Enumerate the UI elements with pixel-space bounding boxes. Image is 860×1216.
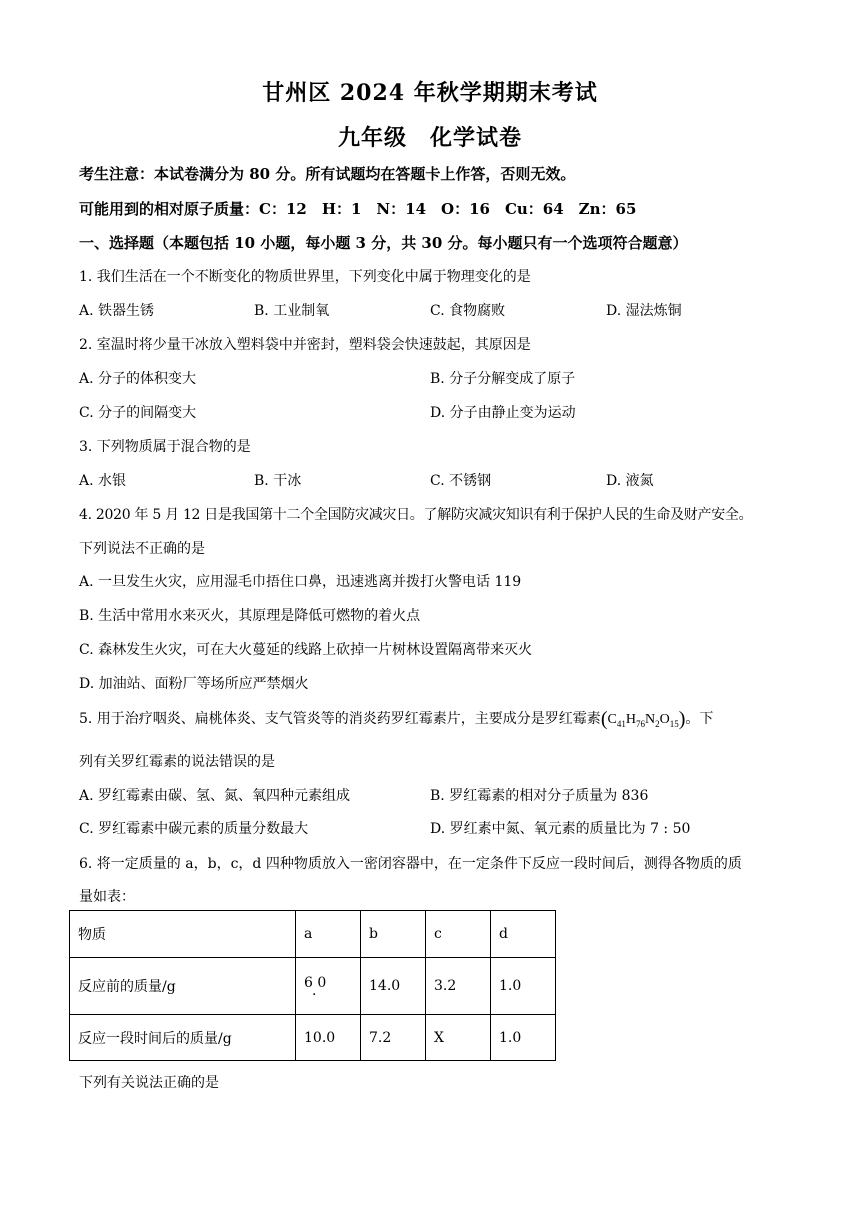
mass-table — [69, 910, 556, 1061]
question-5-stem-cont: 列有关罗红霉素的说法错误的是 — [79, 754, 275, 770]
question-5-stem — [79, 708, 713, 731]
q2-option-d: D. 分子由静止变为运动 — [430, 405, 576, 421]
section-heading: 一、选择题（本题包括 10 小题，每小题 3 分，共 30 分。每小题只有一个选项符合题意） — [79, 234, 688, 252]
q4-option-c: C. 森林发生火灾，可在大火蔓延的线路上砍掉一片树林设置隔离带来灭火 — [79, 642, 533, 658]
table-cell: 14.0 — [361, 958, 426, 1015]
q3-option-b: B. 干冰 — [254, 473, 302, 489]
question-4-stem-cont: 下列说法不正确的是 — [79, 541, 205, 557]
question-2-stem: 2. 室温时将少量干冰放入塑料袋中并密封，塑料袋会快速鼓起，其原因是 — [79, 337, 531, 353]
q4-option-b: B. 生活中常用水来灭火，其原理是降低可燃物的着火点 — [79, 608, 421, 624]
q5-stem-tail: 。下 — [685, 711, 714, 727]
exam-subtitle: 九年级 化学试卷 — [337, 125, 522, 151]
question-6-stem: 6. 将一定质量的 a，b，c，d 四种物质放入一密闭容器中，在一定条件下反应一段时间后，测得各物质的质 — [79, 856, 742, 872]
question-1-stem: 1. 我们生活在一个不断变化的物质世界里，下列变化中属于物理变化的是 — [79, 269, 531, 285]
question-6-stem-cont: 量如表： — [79, 889, 135, 905]
table-cell: 10.0 — [296, 1015, 361, 1061]
table-cell: c — [426, 911, 491, 958]
exam-title: 甘州区 2024 年秋学期期末考试 — [262, 80, 598, 106]
chemical-formula: $(C_{41}H_{76}N_2O_{15})$ — [600, 708, 686, 730]
exam-notice: 考生注意：本试卷满分为 80 分。所有试题均在答题卡上作答，否则无效。 — [79, 165, 576, 183]
q1-option-d: D. 湿法炼铜 — [606, 303, 682, 319]
table-cell: d — [491, 911, 556, 958]
table-cell: 物质 — [70, 911, 296, 958]
q4-option-a: A. 一旦发生火灾，应用湿毛巾捂住口鼻，迅速逃离并拨打火警电话 119 — [79, 574, 522, 590]
q5-option-a: A. 罗红霉素由碳、氢、氮、氧四种元素组成 — [79, 788, 351, 804]
q3-option-c: C. 不锈钢 — [430, 473, 492, 489]
table-cell: a — [296, 911, 361, 958]
q2-option-b: B. 分子分解变成了原子 — [430, 371, 576, 387]
question-3-stem: 3. 下列物质属于混合物的是 — [79, 439, 251, 455]
table-cell: b — [361, 911, 426, 958]
q5-option-d: D. 罗红素中氮、氧元素的质量比为 7 : 50 — [430, 821, 691, 837]
q3-option-a: A. 水银 — [79, 473, 127, 489]
table-header-row — [70, 911, 556, 958]
q5-option-b: B. 罗红霉素的相对分子质量为 836 — [430, 788, 649, 804]
q5-option-c: C. 罗红霉素中碳元素的质量分数最大 — [79, 821, 309, 837]
table-row — [70, 958, 556, 1015]
question-6-after: 下列有关说法正确的是 — [79, 1075, 219, 1091]
q2-option-a: A. 分子的体积变大 — [79, 371, 197, 387]
table-cell: 7.2 — [361, 1015, 426, 1061]
q1-option-c: C. 食物腐败 — [430, 303, 506, 319]
table-cell: 反应一段时间后的质量/g — [70, 1015, 296, 1061]
table-cell: X — [426, 1015, 491, 1061]
atomic-mass-line: 可能用到的相对原子质量：C：12 H：1 N：14 O：16 Cu：64 Zn：65 — [79, 200, 637, 218]
q2-option-c: C. 分子的间隔变大 — [79, 405, 197, 421]
table-cell: 3.2 — [426, 958, 491, 1015]
table-cell: 6 0 · — [296, 958, 361, 1015]
q3-option-d: D. 液氮 — [606, 473, 654, 489]
q1-option-b: B. 工业制氧 — [254, 303, 330, 319]
table-row — [70, 1015, 556, 1061]
question-4-stem: 4. 2020 年 5 月 12 日是我国第十二个全国防灾减灾日。了解防灾减灾知识有利于保护人民的生命及财产安全。 — [79, 507, 753, 523]
table-cell: 1.0 — [491, 958, 556, 1015]
q5-stem-text: 5. 用于治疗咽炎、扁桃体炎、支气管炎等的消炎药罗红霉素片，主要成分是罗红霉素 — [79, 711, 601, 727]
table-cell: 1.0 — [491, 1015, 556, 1061]
q4-option-d: D. 加油站、面粉厂等场所应严禁烟火 — [79, 676, 309, 692]
q1-option-a: A. 铁器生锈 — [79, 303, 155, 319]
table-cell: 反应前的质量/g — [70, 958, 296, 1015]
